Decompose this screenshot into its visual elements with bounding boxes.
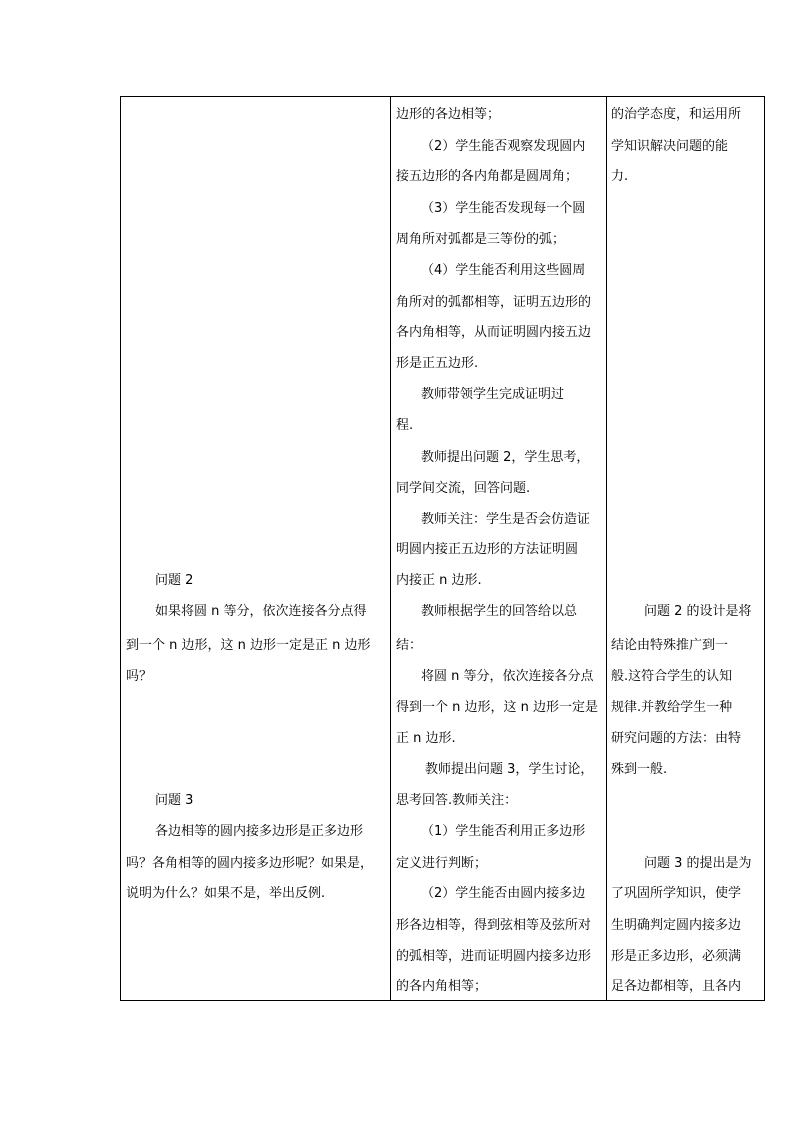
activity-line: （4）学生能否利用这些圆周 [421,263,586,278]
activity-line: 的弧相等，进而证明圆内接多边形 [396,949,592,964]
activity-line: 内接正 n 边形. [396,573,482,588]
activity-line: 边形的各边相等； [396,107,501,122]
question-3-text: 各边相等的圆内接多边形是正多边形 [155,824,364,839]
activity-line: 得到一个 n 边形，这 n 边形一定是 [396,700,599,715]
activity-line: 形各边相等，得到弦相等及弦所对 [396,918,592,933]
activity-line: 各内角相等，从而证明圆内接五边 [396,325,592,340]
activity-line: 同学间交流，回答问题. [396,481,531,496]
activity-line: 角所对的弧都相等，证明五边形的 [396,295,592,310]
activity-line: 教师关注：学生是否会仿造证 [421,512,591,527]
question-2-text: 吗？ [126,669,153,684]
activity-line: 形是正五边形. [396,356,479,371]
activity-line: 思考回答.教师关注： [396,793,518,808]
intent-line: 般.这符合学生的认知 [611,669,733,684]
question-2-text: 到一个 n 边形，这 n 边形一定是正 n 边形 [126,638,371,653]
activity-line: 教师根据学生的回答给以总 [421,604,578,619]
activity-line: 教师带领学生完成证明过 [421,387,565,402]
question-2-title: 问题 2 [155,573,194,588]
activity-column [391,97,607,1000]
activity-line: 正 n 边形. [396,731,456,746]
lesson-table [120,96,765,1001]
intent-line: 形是正多边形，必须满 [611,949,742,964]
question-3-title: 问题 3 [155,793,194,808]
intent-line: 的治学态度，和运用所 [611,107,742,122]
activity-line: 周角所对弧都是三等份的弧； [396,232,566,247]
intent-line: 规律.并教给学生一种 [611,700,733,715]
intent-line: 问题 3 的提出是为 [644,856,752,871]
activity-line: 接五边形的各内角都是圆周角； [396,169,579,184]
intent-line: 足各边都相等，且各内 [611,979,742,994]
activity-line: 的各内角相等； [396,979,488,994]
activity-line: 教师提出问题 3，学生讨论， [425,762,594,777]
activity-line: 明圆内接正五边形的方法证明圆 [396,542,579,557]
activity-line: （2）学生能否观察发现圆内 [421,139,586,154]
activity-line: 程. [396,418,414,433]
activity-line: 定义进行判断； [396,856,488,871]
activity-line: （2）学生能否由圆内接多边 [421,886,586,901]
intent-line: 问题 2 的设计是将 [644,604,752,619]
intent-line: 学知识解决问题的能 [611,139,729,154]
activity-line: 将圆 n 等分，依次连接各分点 [421,669,594,684]
design-intent-column [607,97,764,1000]
activity-line: （1）学生能否利用正多边形 [421,824,586,839]
intent-line: 力. [611,169,629,184]
intent-line: 了巩固所学知识，使学 [611,886,742,901]
question-3-text: 说明为什么？如果不是，举出反例. [126,886,326,901]
question-column [121,97,391,1000]
intent-line: 生明确判定圆内接多边 [611,918,742,933]
activity-line: （3）学生能否发现每一个圆 [421,201,586,216]
intent-line: 研究问题的方法：由特 [611,731,742,746]
intent-line: 结论由特殊推广到一 [611,638,729,653]
question-3-text: 吗？各角相等的圆内接多边形呢？如果是， [126,856,374,871]
activity-line: 结： [396,638,423,653]
question-2-text: 如果将圆 n 等分，依次连接各分点得 [155,604,367,619]
intent-line: 殊到一般. [611,762,668,777]
activity-line: 教师提出问题 2，学生思考， [421,450,590,465]
